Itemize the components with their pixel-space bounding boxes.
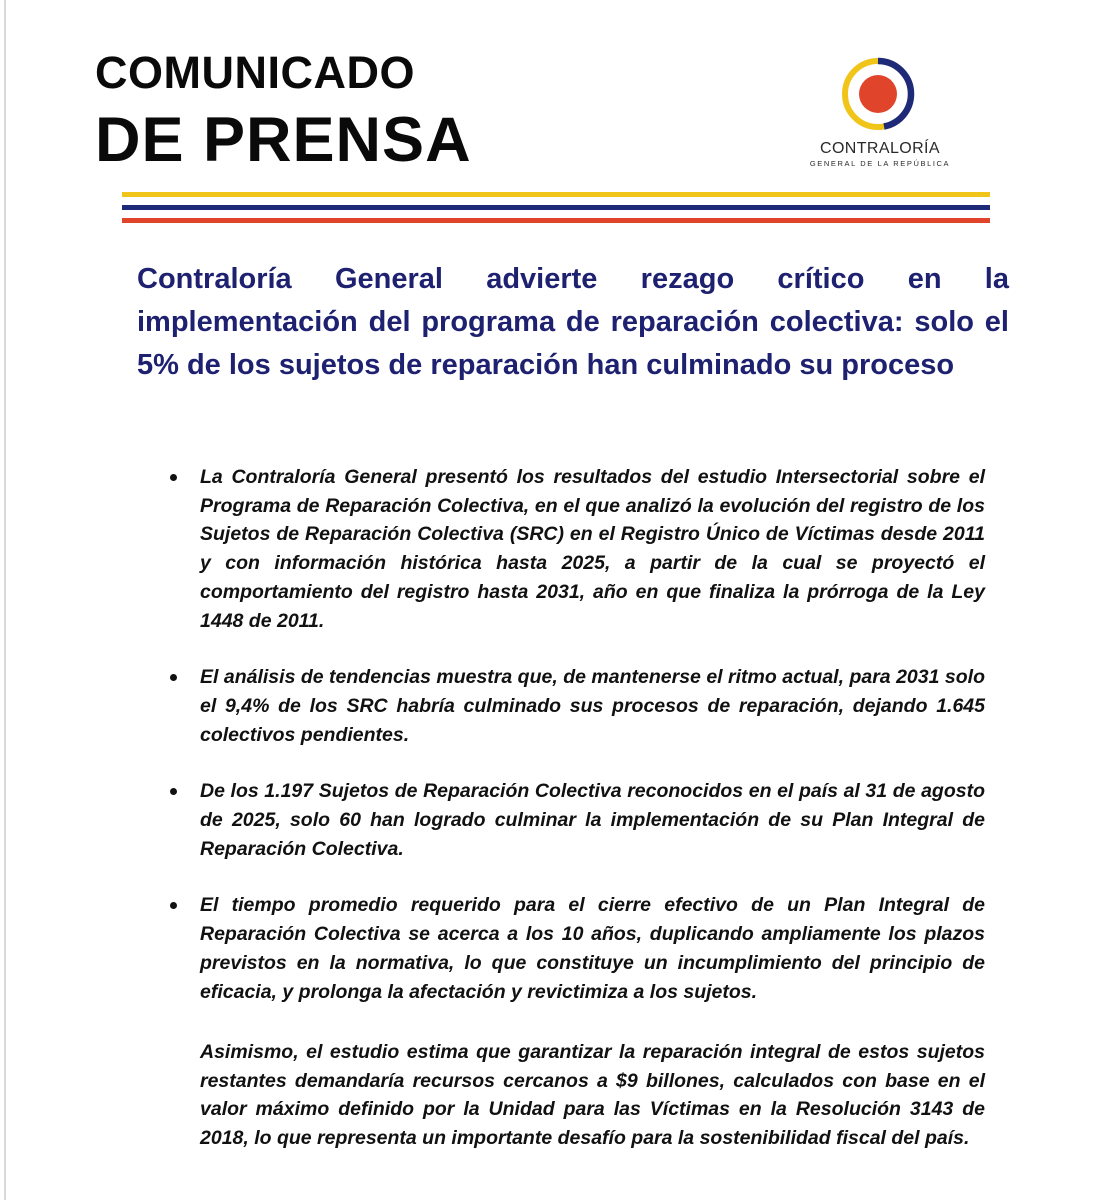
bullet-text: La Contraloría General presentó los resultados del estudio Intersectorial sobre el Programa de Reparación Colectiva, en el que analizó la evolución del registro de los Sujetos de Reparación Colectiva (SRC) en el Registro Único de Víctimas desde 2011 y con información histórica hasta 2025, a partir de la cual se proyectó el comportamiento del registro hasta 2031, año en que finaliza la prórroga de la Ley 1448 de 2011.	[200, 466, 985, 632]
bullet-list	[200, 463, 985, 1006]
bullet-item	[200, 777, 985, 863]
bullet-text: El análisis de tendencias muestra que, de mantenerse el ritmo actual, para 2031 solo el 9,4% de los SRC habría culminado sus procesos de reparación, dejando 1.645 colectivos pendientes.	[200, 666, 985, 746]
bullet-item	[200, 463, 985, 635]
logo-name: CONTRALORÍA	[820, 140, 940, 157]
bullet-item	[200, 891, 985, 1006]
stripe-red	[122, 218, 990, 223]
logo-text	[800, 140, 960, 168]
bullet-dot	[170, 674, 177, 681]
bullet-text: De los 1.197 Sujetos de Reparación Colectiva reconocidos en el país al 31 de agosto de 2025, solo 60 han logrado culminar la implementación de su Plan Integral de Reparación Colectiva.	[200, 780, 985, 860]
bullet-text: El tiempo promedio requerido para el cierre efectivo de un Plan Integral de Reparación Colectiva se acerca a los 10 años, duplicando ampliamente los plazos previstos en la normativa, lo que constituye un incumplimiento del principio de eficacia, y prolonga la afectación y revictimiza a los sujetos.	[200, 894, 985, 1003]
page-title-line2: DE PRENSA	[95, 105, 472, 175]
page-title	[95, 47, 472, 175]
contraloria-circle-logo-icon	[800, 52, 960, 142]
stripe-yellow	[122, 192, 990, 197]
flag-stripes	[122, 192, 990, 231]
bullet-dot	[170, 902, 177, 909]
bullet-item	[200, 663, 985, 749]
bullet-dot	[170, 788, 177, 795]
continuation-paragraph: Asimismo, el estudio estima que garantizar la reparación integral de estos sujetos restantes demandaría recursos cercanos a $9 billones, calculados con base en el valor máximo definido por la Unidad para las Víctimas en la Resolución 3143 de 2018, lo que representa un importante desafío para la sostenibilidad fiscal del país.	[200, 1041, 985, 1150]
logo-subtitle: GENERAL DE LA REPÚBLICA	[809, 159, 951, 168]
page-edge	[4, 0, 6, 1200]
stripe-blue	[122, 205, 990, 210]
page-title-line1: COMUNICADO	[95, 47, 415, 98]
bullet-dot	[170, 474, 177, 481]
logo-center-red	[859, 75, 897, 113]
headline: Contraloría General advierte rezago crítico en la implementación del programa de reparación colectiva: solo el 5% de los sujetos de reparación han culminado su proceso	[137, 263, 1009, 381]
contraloria-logo	[800, 52, 960, 172]
